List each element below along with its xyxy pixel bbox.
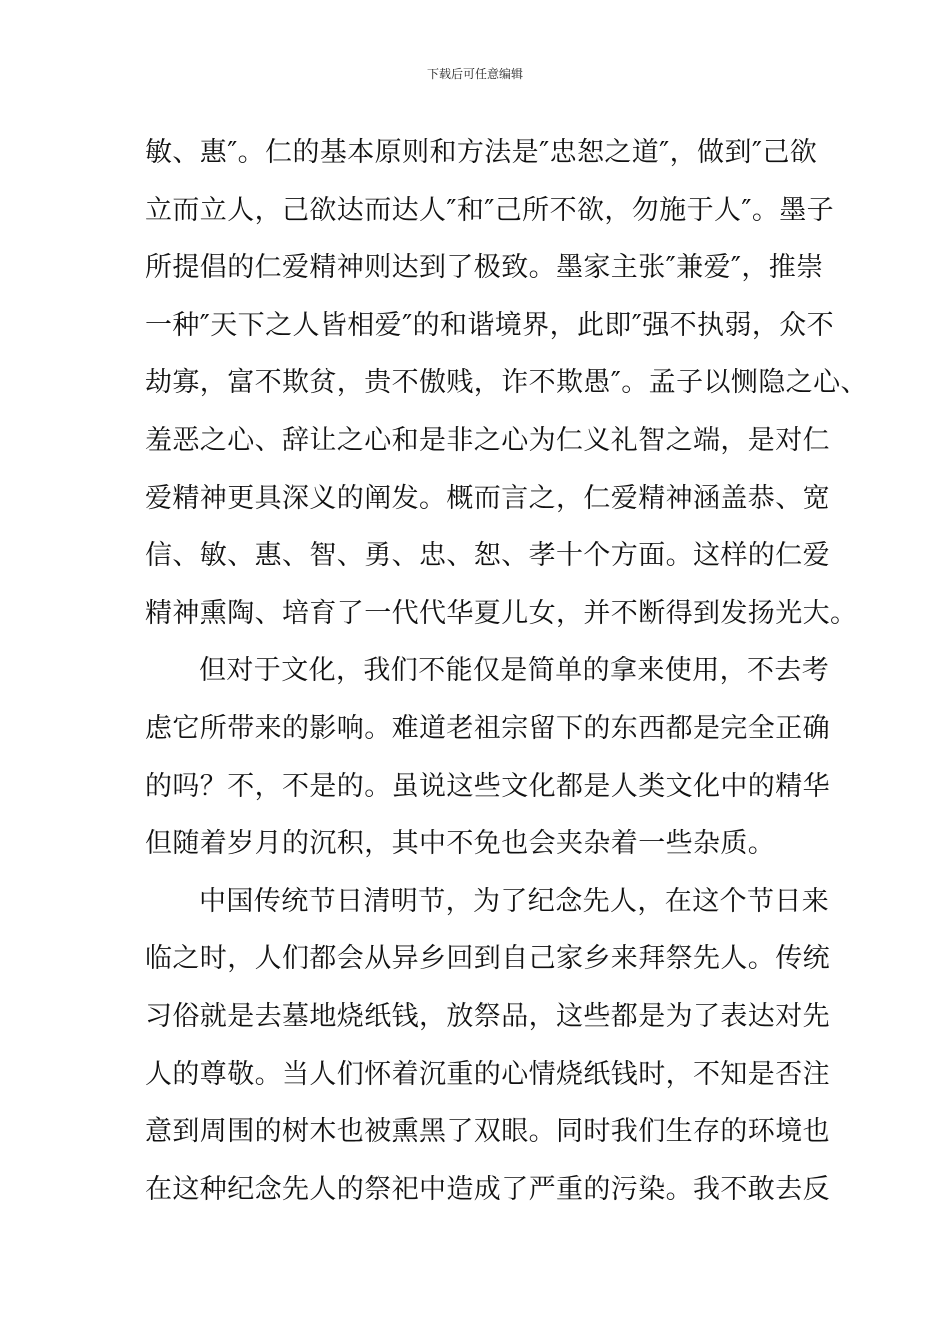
body-text (145, 124, 868, 1218)
text-line: 在这种纪念先人的祭祀中造成了严重的污染。我不敢去反 (145, 1173, 830, 1205)
text-line: 临之时，人们都会从异乡回到自己家乡来拜祭先人。传统 (145, 943, 830, 975)
page-header: 下载后可任意编辑 (426, 67, 523, 81)
text-line: 意到周围的树木也被熏黑了双眼。同时我们生存的环境也 (145, 1116, 830, 1148)
text-line: 人的尊敬。当人们怀着沉重的心情烧纸钱时，不知是否注 (145, 1058, 830, 1090)
text-line: 劫寡，富不欺贫，贵不傲贱，诈不欺愚″。孟子以恻隐之心、 (145, 367, 868, 399)
text-line: 所提倡的仁爱精神则达到了极致。墨家主张″兼爱″，推崇 (145, 252, 824, 284)
text-line: 但对于文化，我们不能仅是简单的拿来使用，不去考 (199, 655, 830, 687)
text-line: 但随着岁月的沉积，其中不免也会夹杂着一些杂质。 (145, 828, 776, 860)
text-line: 爱精神更具深义的阐发。概而言之，仁爱精神涵盖恭、宽 (145, 482, 830, 514)
text-line: 立而立人，己欲达而达人″和″己所不欲，勿施于人″。墨子 (145, 194, 835, 226)
text-line: 一种″天下之人皆相爱″的和谐境界，此即″强不执弱，众不 (145, 309, 835, 341)
text-line: 信、敏、惠、智、勇、忠、恕、孝十个方面。这样的仁爱 (145, 540, 830, 572)
text-line: 虑它所带来的影响。难道老祖宗留下的东西都是完全正确 (145, 712, 830, 744)
text-line: 敏、惠″。仁的基本原则和方法是″忠恕之道″，做到″己欲 (145, 137, 818, 168)
text-line: 精神熏陶、培育了一代代华夏儿女，并不断得到发扬光大。 (145, 597, 858, 629)
text-line: 中国传统节日清明节，为了纪念先人，在这个节日来 (199, 885, 830, 917)
text-line: 羞恶之心、辞让之心和是非之心为仁义礼智之端，是对仁 (145, 424, 830, 456)
text-line: 习俗就是去墓地烧纸钱，放祭品，这些都是为了表达对先 (145, 1000, 830, 1032)
text-line: 的吗？不，不是的。虽说这些文化都是人类文化中的精华 (145, 770, 830, 802)
